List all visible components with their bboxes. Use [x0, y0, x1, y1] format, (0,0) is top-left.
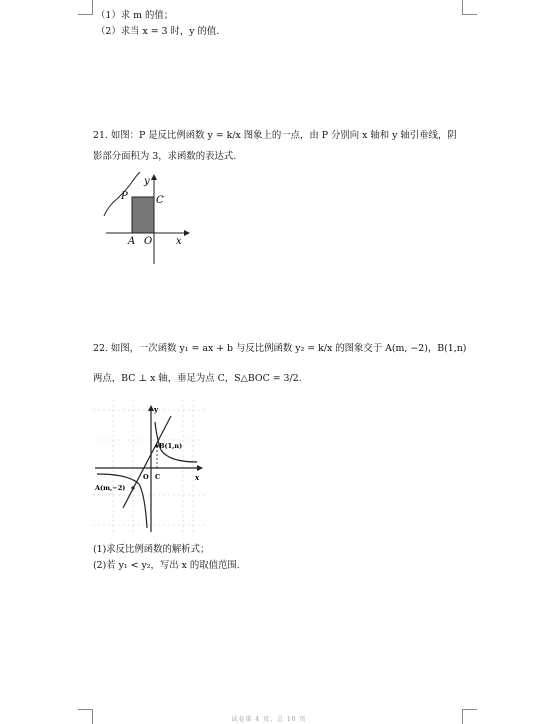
label-B: B(1,n) [159, 442, 183, 450]
line-y1 [123, 416, 171, 508]
label-x: x [195, 473, 200, 482]
shaded-rectangle [132, 197, 154, 233]
label-O: O [143, 473, 149, 481]
q22-text-line1: 22. 如图，一次函数 y₁ = ax + b 与反比例函数 y₂ = k/x 的图象交于 A(m, −2)，B(1,n) [93, 343, 467, 354]
q21-text-line1: 21. 如图：P 是反比例函数 y = k/x 图象上的一点，由 P 分别向 x 轴和 y 轴引垂线，阴 [93, 130, 457, 141]
label-y: y [154, 405, 159, 414]
x-axis-arrow [184, 230, 190, 236]
label-y: y [144, 176, 150, 187]
q21-figure [96, 168, 196, 268]
y-axis-arrow [151, 174, 157, 180]
q22-part2: (2)若 y₁ < y₂，写出 x 的取值范围. [93, 560, 240, 571]
label-x: x [176, 236, 182, 247]
q22-text-line2: 两点，BC ⊥ x 轴，垂足为点 C，S△BOC = 3/2. [93, 373, 302, 384]
label-C: C [155, 473, 161, 481]
point-A [131, 486, 134, 489]
label-P: P [121, 191, 128, 202]
crop-mark-top-right [462, 0, 477, 15]
q22-figure [93, 400, 205, 535]
hyperbola-branch-left [97, 474, 147, 528]
q21-text-line2: 影部分面积为 3，求函数的表达式. [93, 151, 237, 162]
q22-part1: (1)求反比例函数的解析式； [93, 544, 210, 555]
label-A: A(m,−2) [95, 484, 126, 492]
q20-part1: （1）求 m 的值； [96, 10, 174, 21]
label-C: C [156, 195, 164, 206]
label-O: O [144, 236, 153, 247]
crop-mark-top-left [78, 0, 93, 15]
page-footer: 试卷第 4 页，总 10 页 [231, 716, 307, 723]
label-A: A [128, 236, 136, 247]
q20-part2: （2）求当 x = 3 时，y 的值. [96, 26, 220, 37]
x-axis-arrow [197, 465, 203, 471]
